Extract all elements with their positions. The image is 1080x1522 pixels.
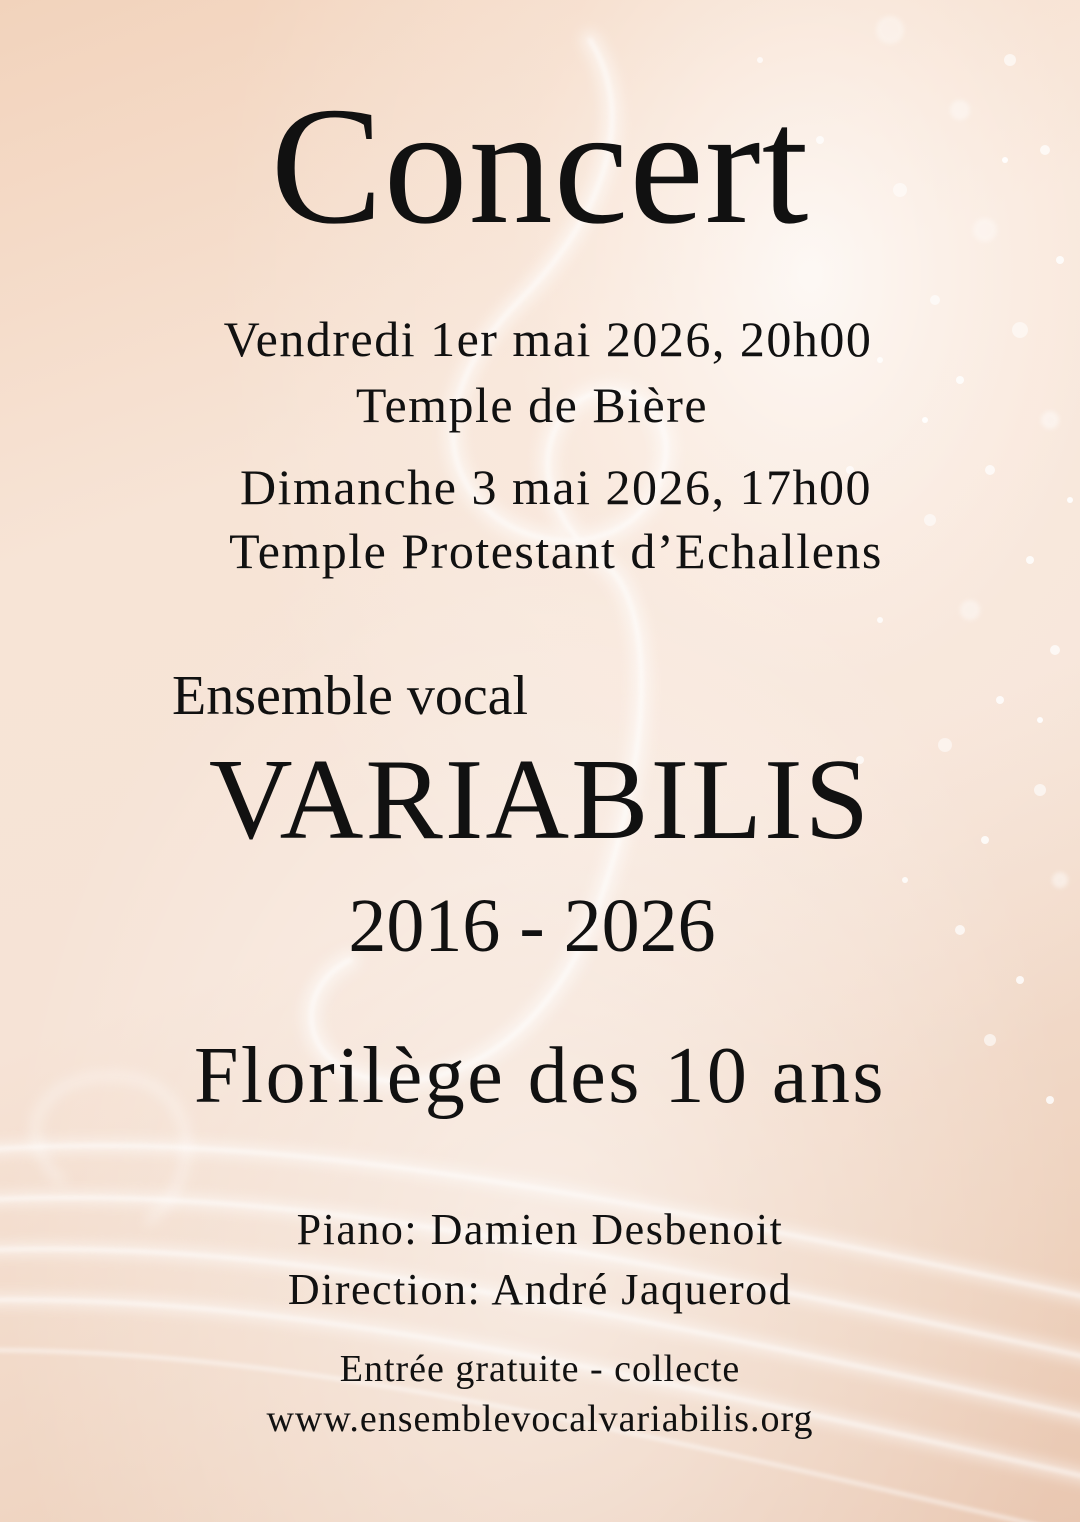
program-title: Florilège des 10 ans xyxy=(193,1032,887,1120)
piano-credit: Piano: Damien Desbenoit xyxy=(296,1205,784,1254)
event-2-date: Dimanche 3 mai 2026, 17h00 xyxy=(240,459,872,515)
event-2-venue: Temple Protestant d’Echallens xyxy=(229,523,883,579)
event-1-venue: Temple de Bière xyxy=(355,377,709,433)
ensemble-name: VARIABILIS xyxy=(208,736,872,864)
admission-note: Entrée gratuite - collecte xyxy=(339,1348,741,1390)
poster-title: Concert xyxy=(270,73,810,259)
website-url: www.ensemblevocalvariabilis.org xyxy=(266,1398,814,1440)
anniversary-years: 2016 - 2026 xyxy=(348,884,716,968)
ensemble-subtitle: Ensemble vocal xyxy=(172,665,529,727)
event-1-date: Vendredi 1er mai 2026, 20h00 xyxy=(223,311,873,367)
direction-credit: Direction: André Jaquerod xyxy=(287,1265,793,1314)
